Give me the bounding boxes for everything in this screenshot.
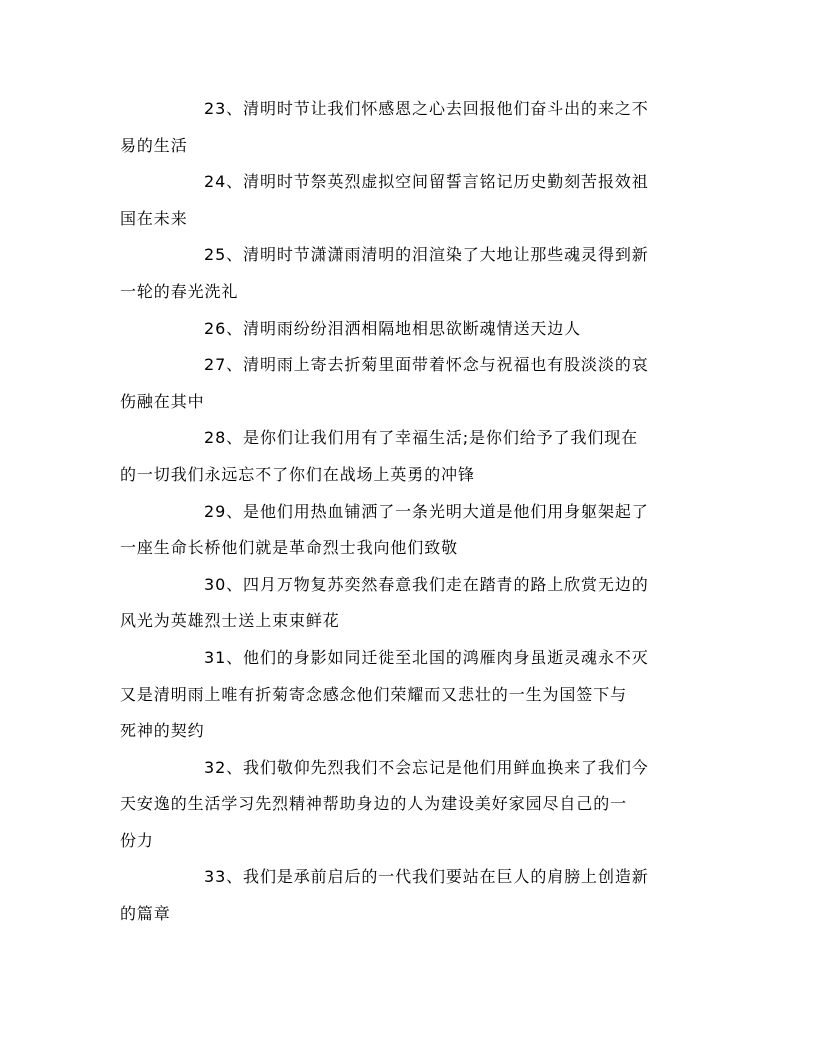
- paragraph-line: 份力: [120, 830, 154, 850]
- paragraph-line: 23、清明时节让我们怀感恩之心去回报他们奋斗出的来之不: [204, 99, 649, 118]
- paragraph: [120, 164, 698, 237]
- paragraph: [120, 91, 698, 164]
- paragraph: [120, 859, 698, 932]
- paragraph-line: 伤融在其中: [120, 391, 205, 411]
- paragraph-line: 27、清明雨上寄去折菊里面带着怀念与祝福也有股淡淡的哀: [204, 355, 649, 375]
- paragraph: [120, 750, 698, 860]
- paragraph-line: 易的生活: [120, 135, 188, 155]
- document-body: [120, 91, 698, 933]
- paragraph-line: 一轮的春光洗礼: [120, 281, 239, 301]
- paragraph: [120, 494, 698, 567]
- paragraph: [120, 237, 698, 310]
- paragraph: [120, 311, 698, 348]
- paragraph-line: 25、清明时节潇潇雨清明的泪渲染了大地让那些魂灵得到新: [204, 245, 649, 265]
- paragraph-line: 一座生命长桥他们就是革命烈士我向他们致敬: [120, 538, 459, 558]
- paragraph-line: 29、是他们用热血铺洒了一条光明大道是他们用身躯架起了: [204, 501, 649, 521]
- paragraph-line: 天安逸的生活学习先烈精神帮助身边的人为建设美好家园尽自己的一: [120, 794, 628, 814]
- paragraph-line: 24、清明时节祭英烈虚拟空间留誓言铭记历史勤刻苦报效祖: [204, 172, 649, 192]
- paragraph-line: 31、他们的身影如同迁徙至北国的鸿雁肉身虽逝灵魂永不灭: [204, 647, 649, 667]
- paragraph-line: 32、我们敬仰先烈我们不会忘记是他们用鲜血换来了我们今: [204, 757, 649, 777]
- paragraph-line: 33、我们是承前启后的一代我们要站在巨人的肩膀上创造新: [204, 867, 649, 887]
- paragraph-line: 风光为英雄烈士送上束束鲜花: [120, 611, 340, 631]
- paragraph: [120, 420, 698, 493]
- paragraph-line: 30、四月万物复苏奕然春意我们走在踏青的路上欣赏无边的: [204, 574, 649, 594]
- paragraph: [120, 347, 698, 420]
- paragraph-line: 国在未来: [120, 208, 188, 228]
- paragraph-line: 死神的契约: [120, 721, 205, 741]
- paragraph-line: 的一切我们永远忘不了你们在战场上英勇的冲锋: [120, 464, 475, 484]
- paragraph: [120, 640, 698, 750]
- paragraph-line: 28、是你们让我们用有了幸福生活;是你们给予了我们现在: [204, 428, 639, 448]
- paragraph: [120, 567, 698, 640]
- paragraph-line: 26、清明雨纷纷泪洒相隔地相思欲断魂情送天边人: [204, 318, 582, 338]
- paragraph-line: 的篇章: [120, 904, 171, 924]
- paragraph-line: 又是清明雨上唯有折菊寄念感念他们荣耀而又悲壮的一生为国签下与: [120, 684, 628, 704]
